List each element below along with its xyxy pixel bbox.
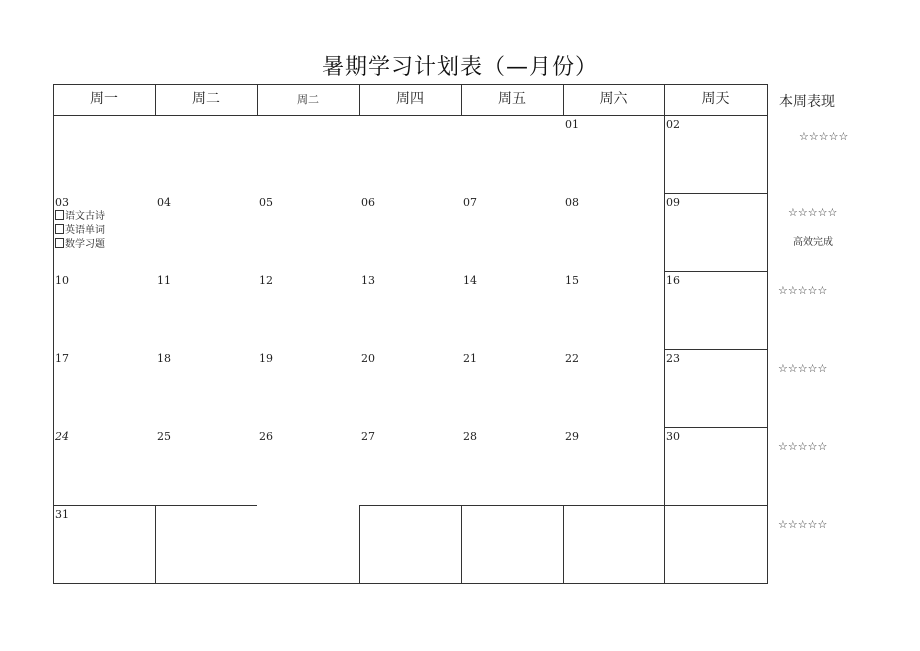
day-number: 11 — [157, 274, 171, 287]
grid-line-last-row-sep — [563, 505, 564, 584]
grid-line-sunday-row — [664, 271, 767, 272]
day-number: 09 — [666, 196, 680, 209]
weekday-header: 周六 — [599, 91, 628, 107]
day-number: 31 — [55, 508, 69, 521]
grid-line-last-row-sep — [359, 505, 360, 584]
task-item[interactable] — [55, 238, 105, 252]
grid-border-right — [767, 84, 768, 584]
day-number: 02 — [666, 118, 680, 131]
day-number: 15 — [565, 274, 579, 287]
weekday-header: 周一 — [90, 91, 118, 107]
grid-line-last-row-sep — [461, 505, 462, 584]
star-rating[interactable]: ☆☆☆☆☆ — [778, 284, 828, 297]
day-number: 18 — [157, 352, 171, 365]
weekly-performance-title: 本周表现 — [779, 94, 835, 110]
task-label: 英语单词 — [65, 225, 105, 236]
day-number: 20 — [361, 352, 375, 365]
day-number: 03 — [55, 196, 69, 209]
grid-line-sunday-row — [664, 193, 767, 194]
page-title: 暑期学习计划表（—月份） — [321, 55, 598, 80]
grid-line-sunday-row — [664, 505, 767, 506]
weekday-header: 周五 — [498, 91, 526, 107]
day-number: 23 — [666, 352, 680, 365]
day-number: 10 — [55, 274, 69, 287]
grid-line-last-row — [359, 505, 664, 506]
day-number: 06 — [361, 196, 375, 209]
task-item[interactable] — [55, 210, 105, 224]
day-number: 26 — [259, 430, 273, 443]
day-number: 07 — [463, 196, 477, 209]
checkbox-icon[interactable] — [55, 238, 64, 248]
day-number: 24 — [55, 430, 69, 443]
day-number: 21 — [463, 352, 477, 365]
day-number: 17 — [55, 352, 69, 365]
grid-line-sunday-row — [664, 349, 767, 350]
checkbox-icon[interactable] — [55, 210, 64, 220]
day-number: 25 — [157, 430, 171, 443]
day-number: 19 — [259, 352, 273, 365]
day-number: 28 — [463, 430, 477, 443]
day-number: 14 — [463, 274, 477, 287]
grid-border-bottom — [53, 583, 768, 584]
task-label: 语文古诗 — [65, 211, 105, 222]
day-number: 16 — [666, 274, 680, 287]
performance-note: 高效完成 — [793, 237, 833, 248]
day-number: 13 — [361, 274, 375, 287]
star-rating[interactable]: ☆☆☆☆☆ — [788, 206, 838, 219]
calendar-grid — [53, 84, 768, 584]
day-number: 30 — [666, 430, 680, 443]
task-item[interactable] — [55, 224, 105, 238]
day-number: 08 — [565, 196, 579, 209]
weekday-header: 周二 — [192, 91, 220, 107]
weekday-header: 周二 — [297, 93, 319, 106]
checkbox-icon[interactable] — [55, 224, 64, 234]
weekday-header: 周天 — [701, 91, 730, 107]
star-rating[interactable]: ☆☆☆☆☆ — [778, 440, 828, 453]
day-number: 29 — [565, 430, 579, 443]
day-number: 27 — [361, 430, 375, 443]
grid-line-last-row-sep — [155, 505, 156, 584]
star-rating[interactable]: ☆☆☆☆☆ — [778, 518, 828, 531]
day-number: 05 — [259, 196, 273, 209]
weekday-header: 周四 — [396, 91, 424, 107]
grid-line-header — [53, 115, 768, 116]
grid-line-sunday-row — [664, 427, 767, 428]
task-label: 数学习题 — [65, 239, 105, 250]
grid-border-left — [53, 84, 54, 584]
day-number: 22 — [565, 352, 579, 365]
day-number: 04 — [157, 196, 171, 209]
day-number: 01 — [565, 118, 579, 131]
star-rating[interactable]: ☆☆☆☆☆ — [799, 130, 849, 143]
star-rating[interactable]: ☆☆☆☆☆ — [778, 362, 828, 375]
day-number: 12 — [259, 274, 273, 287]
